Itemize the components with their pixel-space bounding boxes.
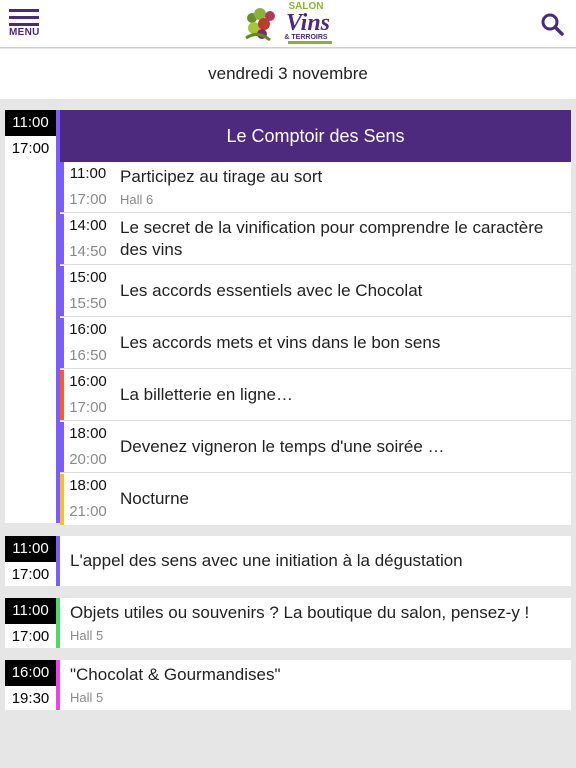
svg-text:& TERROIRS: & TERROIRS xyxy=(284,34,328,41)
session-end-time: 16:50 xyxy=(69,347,107,364)
session-row[interactable] xyxy=(60,422,571,473)
start-time: 11:00 xyxy=(5,110,56,136)
hamburger-icon xyxy=(9,9,39,12)
session-end-time: 21:00 xyxy=(69,503,107,520)
time-column xyxy=(5,536,56,586)
event-title: Objets utiles ou souvenirs ? La boutique du salon, pensez-y ! xyxy=(70,603,530,622)
session-end-time: 15:50 xyxy=(69,295,107,312)
event-title: L'appel des sens avec une initiation à la dégustation xyxy=(70,551,463,570)
session-row[interactable] xyxy=(60,370,571,421)
session-row[interactable] xyxy=(60,162,571,213)
session-color-bar xyxy=(60,214,64,264)
svg-text:Vins: Vins xyxy=(285,10,331,36)
session-end-time: 17:00 xyxy=(69,399,107,416)
session-location: Hall 6 xyxy=(120,192,154,207)
session-start-time: 18:00 xyxy=(69,425,107,442)
session-start-time: 14:00 xyxy=(69,217,107,234)
session-start-time: 16:00 xyxy=(69,321,107,338)
search-icon[interactable] xyxy=(540,12,564,36)
event-color-bar xyxy=(56,660,60,710)
session-row[interactable] xyxy=(60,474,571,525)
menu-button[interactable] xyxy=(9,9,43,39)
session-start-time: 15:00 xyxy=(69,269,107,286)
end-time: 17:00 xyxy=(11,140,50,157)
session-row[interactable] xyxy=(60,266,571,317)
end-time: 17:00 xyxy=(11,566,50,583)
session-title: Devenez vigneron le temps d'une soirée … xyxy=(120,437,445,456)
session-title: Nocturne xyxy=(120,489,189,508)
event-row[interactable] xyxy=(5,536,571,586)
event-color-bar xyxy=(56,598,60,648)
session-title: Les accords mets et vins dans le bon sens xyxy=(120,333,441,352)
time-column xyxy=(5,110,56,523)
session-color-bar xyxy=(60,162,64,212)
end-time: 17:00 xyxy=(11,628,50,645)
start-time: 16:00 xyxy=(5,660,56,686)
start-time: 11:00 xyxy=(5,536,56,562)
menu-label: MENU xyxy=(9,27,40,38)
app-header xyxy=(0,0,576,48)
session-color-bar xyxy=(60,266,64,316)
event-row[interactable] xyxy=(5,660,571,710)
session-start-time: 16:00 xyxy=(69,373,107,390)
session-title: Les accords essentiels avec le Chocolat xyxy=(120,281,423,300)
session-title: Participez au tirage au sort xyxy=(120,167,323,186)
event-location: Hall 5 xyxy=(70,690,104,705)
session-color-bar xyxy=(60,422,64,472)
event-row[interactable] xyxy=(5,598,571,648)
session-color-bar xyxy=(60,474,64,525)
session-color-bar xyxy=(60,318,64,368)
event-title: "Chocolat & Gourmandises" xyxy=(70,665,281,684)
session-end-time: 17:00 xyxy=(69,191,107,208)
hamburger-icon-bar xyxy=(9,23,39,26)
event-location: Hall 5 xyxy=(70,628,104,643)
session-title: Le secret de la vinification pour comprendre le caractère des vins xyxy=(120,218,544,259)
event-group xyxy=(5,110,571,523)
session-row[interactable] xyxy=(60,318,571,369)
date-label: vendredi 3 novembre xyxy=(0,49,576,99)
group-title[interactable]: Le Comptoir des Sens xyxy=(60,110,571,162)
session-start-time: 11:00 xyxy=(69,165,107,182)
hamburger-icon-bar xyxy=(9,16,39,19)
session-color-bar xyxy=(60,370,64,420)
session-title: La billetterie en ligne… xyxy=(120,385,293,404)
time-column xyxy=(5,598,56,648)
session-row[interactable] xyxy=(60,214,571,265)
event-color-bar xyxy=(56,536,60,586)
end-time: 19:30 xyxy=(11,690,50,707)
session-start-time: 18:00 xyxy=(69,477,107,494)
time-column xyxy=(5,660,56,710)
start-time: 11:00 xyxy=(5,598,56,624)
session-end-time: 20:00 xyxy=(69,451,107,468)
salon-vins-terroirs-logo[interactable] xyxy=(240,0,345,47)
svg-text:SALON: SALON xyxy=(288,1,324,12)
session-end-time: 14:50 xyxy=(69,243,107,260)
